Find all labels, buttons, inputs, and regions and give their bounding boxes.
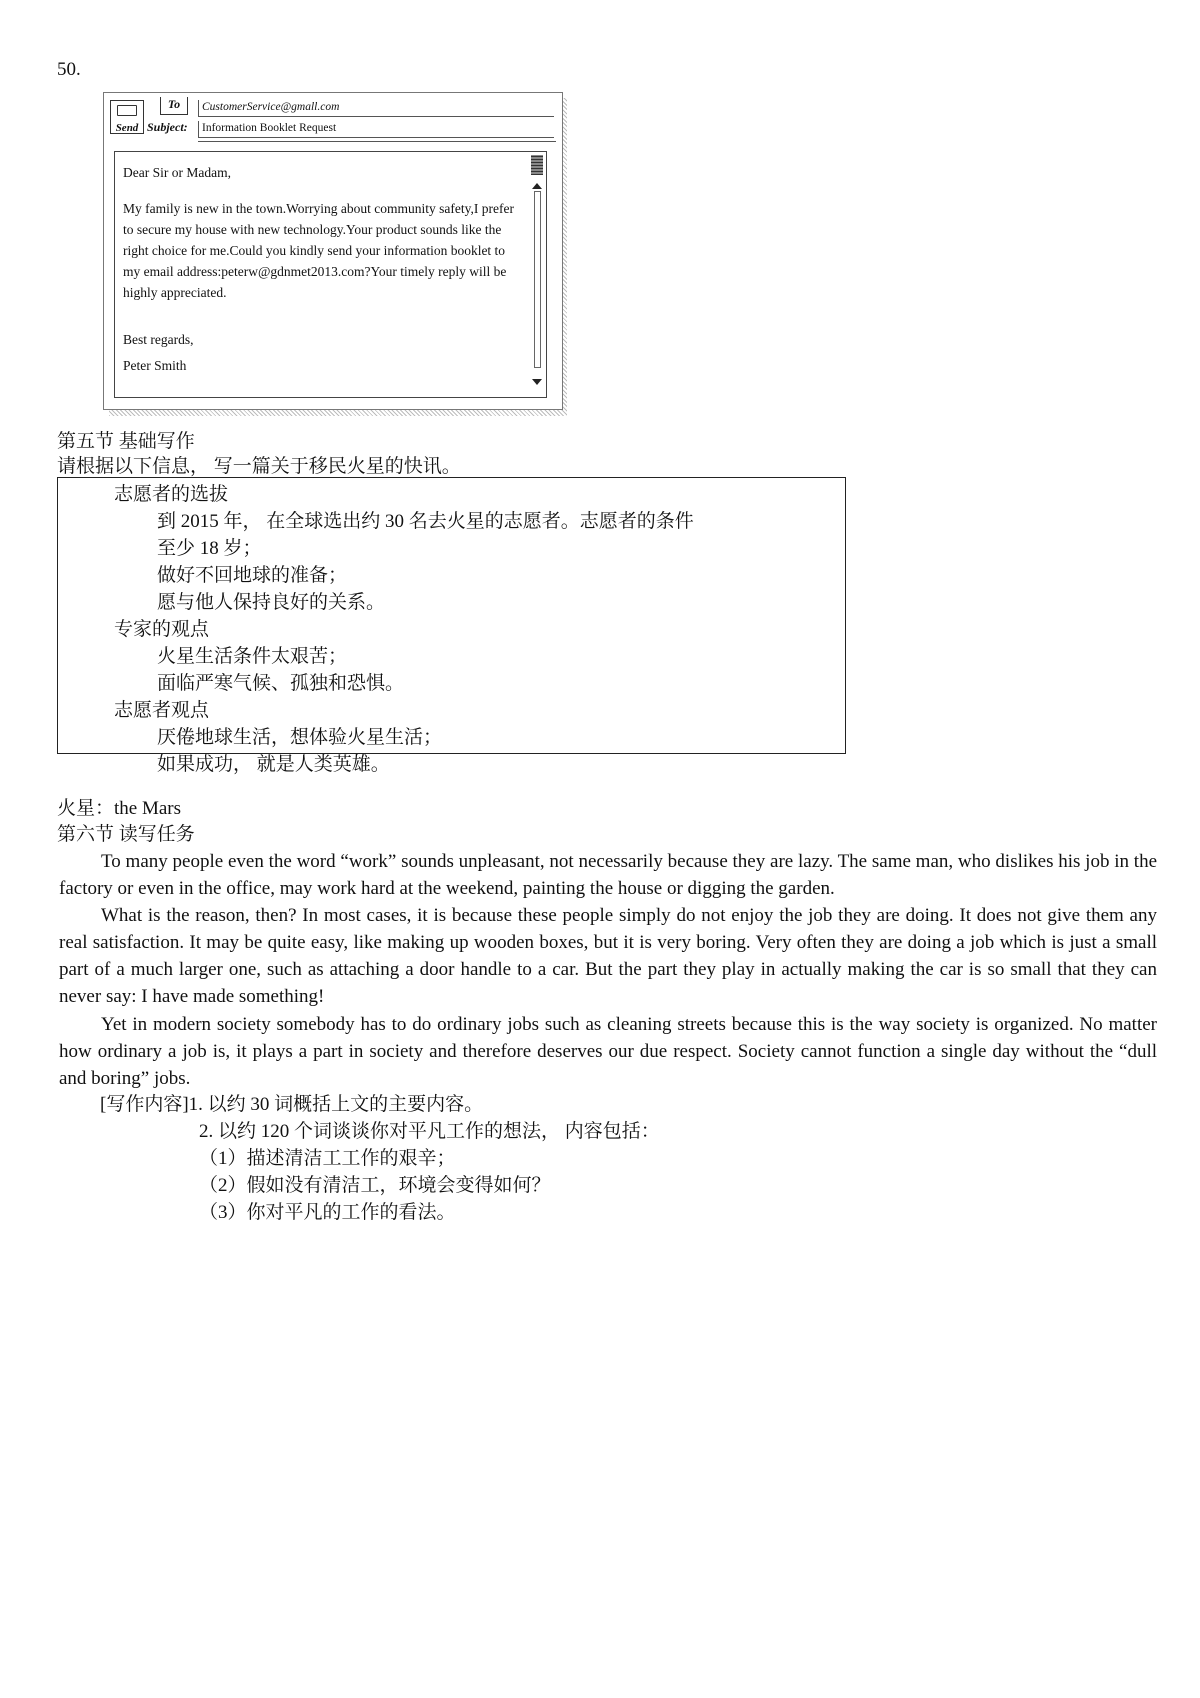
envelope-icon	[117, 105, 137, 116]
subject-field[interactable]: Information Booklet Request	[198, 121, 554, 138]
box-line: 火星生活条件太艰苦；	[157, 646, 348, 667]
box-line: 厌倦地球生活，想体验火星生活；	[157, 727, 443, 748]
body-line: to secure my house with new technology.Your product sounds like the	[123, 222, 502, 237]
writing-requirement-2: 2. 以约 120 个词谈谈你对平凡工作的想法， 内容包括：	[199, 1121, 660, 1142]
passage-paragraph: What is the reason, then? In most cases, it is because these people simply do not enjoy the job they are doing. It does not give them any real satisfaction. It may be quite easy, like making up wooden boxes, but it is very boring. Very often they are doing a job which is just a small part of a much larger one, such as attaching a door handle to a car. But the part they play in actually making the car is so small that they can never say: I have made something!	[59, 905, 1157, 1007]
box-line: 到 2015 年， 在全球选出约 30 名去火星的志愿者。志愿者的条件	[157, 511, 694, 532]
box-line: 面临严寒气候、孤独和恐惧。	[157, 673, 405, 694]
body-line: right choice for me.Could you kindly send your information booklet to	[123, 243, 506, 258]
section5-instruction: 请根据以下信息， 写一篇关于移民火星的快讯。	[57, 456, 461, 477]
body-line: My family is new in the town.Worrying about community safety,I prefer	[123, 201, 514, 216]
box-heading: 专家的观点	[114, 619, 210, 640]
scrollbar[interactable]	[531, 155, 543, 392]
closing: Best regards,	[123, 332, 194, 347]
window-frame	[103, 92, 563, 410]
requirement-item: （1）描述清洁工工作的艰辛；	[199, 1148, 456, 1169]
box-line: 如果成功， 就是人类英雄。	[157, 754, 390, 775]
greeting: Dear Sir or Madam,	[123, 165, 231, 180]
box-line: 做好不回地球的准备；	[157, 565, 348, 586]
subject-label: Subject:	[147, 120, 188, 134]
signature: Peter Smith	[123, 358, 187, 373]
box-heading: 志愿者观点	[114, 700, 210, 721]
send-button[interactable]	[110, 100, 144, 134]
vocab-note: 火星：the Mars	[57, 798, 182, 819]
to-field[interactable]: CustomerService@gmall.com	[198, 100, 554, 117]
box-line: 至少 18 岁；	[157, 538, 262, 559]
to-button[interactable]	[160, 97, 188, 115]
email-window	[103, 92, 565, 412]
question-number: 50.	[57, 59, 81, 80]
box-heading: 志愿者的选拔	[114, 484, 229, 505]
to-label: To	[167, 97, 181, 111]
message-body[interactable]	[114, 151, 547, 398]
body-line: my email address:peterw@gdnmet2013.com?Your timely reply will be	[123, 264, 507, 279]
scroll-down-icon[interactable]	[532, 379, 542, 385]
header-divider	[198, 141, 556, 142]
body-line: highly appreciated.	[123, 285, 227, 300]
section5-title: 第五节 基础写作	[57, 431, 195, 452]
send-label: Send	[115, 122, 139, 134]
scroll-rail[interactable]	[534, 191, 541, 368]
requirement-item: （2）假如没有清洁工，环境会变得如何？	[199, 1175, 551, 1196]
passage-paragraph: Yet in modern society somebody has to do ordinary jobs such as cleaning streets because this is the way society is organized. No matter how ordinary a job is, it plays a part in society and therefore deserves our due respect. Society cannot function a single day without the “dull and boring” jobs.	[59, 1014, 1157, 1089]
requirement-item: （3）你对平凡的工作的看法。	[199, 1202, 456, 1223]
passage-paragraph: To many people even the word “work” sounds unpleasant, not necessarily because they are lazy. The same man, who dislikes his job in the factory or even in the office, may work hard at the weekend, painting the house or digging the garden.	[59, 851, 1157, 899]
section6-title: 第六节 读写任务	[57, 824, 195, 845]
scroll-thumb[interactable]	[531, 155, 543, 175]
box-line: 愿与他人保持良好的关系。	[157, 592, 386, 613]
scroll-up-icon[interactable]	[532, 183, 542, 189]
writing-requirement-1: [写作内容]1. 以约 30 词概括上文的主要内容。	[100, 1094, 484, 1115]
